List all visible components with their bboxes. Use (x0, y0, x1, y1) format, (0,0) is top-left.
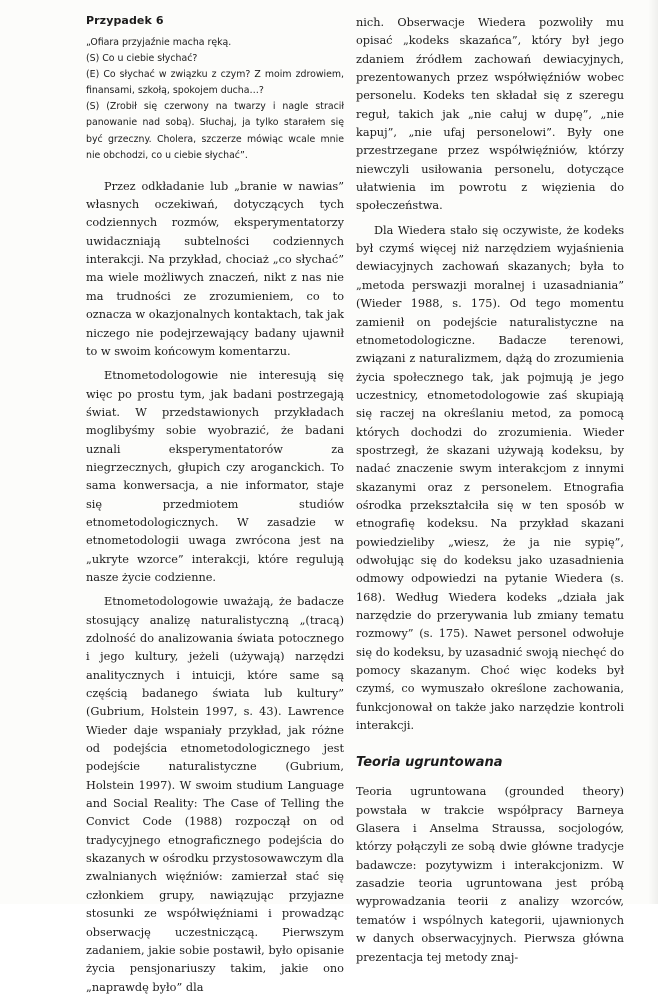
paragraph: Teoria ugruntowana (grounded theory) powstała w trakcie współpracy Barneya Glasera i Anselma Straussa, socjologów, którzy połączyli ze sobą dwie główne tradycje badawcze: pozytywizm i interakcjonizm. W zasadzie teoria ugruntowana jest próbą wyprowadzania teorii z analizy wzorców, tematów i wspólnych kategorii, ujawnionych w danych obserwacyjnych. Pierwsza główna prezentacja tej metody znaj- (356, 785, 624, 964)
page-gutter-shadow (648, 0, 658, 904)
paragraph: Dla Wiedera stało się oczywiste, że kodeks był czymś więcej niż narzędziem wyjaśnienia dewiacyjnych zachowań skazanych; była to „metoda perswazji moralnej i uzasadniania” (Wieder 1988, s. 175). Od tego momentu zamienił on podejście naturalistyczne na etnometodologiczne. Badacze terenowi, związani z naturalizmem, dążą do zrozumienia życia społecznego tak, jak pojmują je jego uczestnicy, etnometodologowie zaś skupiają się raczej na określaniu metod, za pomocą których dochodzi do zrozumienia. Wieder spostrzegł, że skazani używają kodeksu, by nadać znaczenie swym interakcjom z innymi skazanymi oraz z personelem. Etnografia ośrodka przekształciła się w ten sposób w etnografię kodeksu. Na przykład skazani powiedzieliby „wiesz, że ja nie sypię”, odwołując się do kodeksu jako uzasadnienia odmowy odpowiedzi na pytanie Wiedera (s. 168). Według Wiedera kodeks „działa jak narzędzie do przerywania lub zmiany tematu rozmowy” (s. 175). Nawet personel odwołuje się do kodeksu, by uzasadnić swoją niechęć do pomocy skazanym. Choć więc kodeks był czymś, co wymuszało określone zachowania, funkcjonował on także jako narzędzie kontroli interakcji. (356, 223, 624, 733)
case-line: (S) (Zrobił się czerwony na twarzy i nagle stracił panowanie nad sobą). Słuchaj, ja tylko starałem się być grzeczny. Cholera, szczerze mówiąc wcale mnie nie obchodzi, co u ciebie słychać”. (86, 101, 344, 161)
section-body-text (356, 783, 624, 966)
right-body-text (356, 14, 624, 735)
paragraph: Przez odkładanie lub „branie w nawias” własnych oczekiwań, dotyczących tych codziennych rozmów, eksperymentatorzy uwidaczniają subtelności codziennych interakcji. Na przykład, chociaż „co słychać” ma wiele możliwych znaczeń, nikt z nas nie ma trudności ze zrozumieniem, co to oznacza w okazjonalnych kontaktach, tak jak niczego nie podejrzewający badany ujawnił to w swoim końcowym komentarzu. (86, 179, 344, 358)
left-column (86, 14, 344, 997)
section-heading: Teoria ugruntowana (356, 755, 503, 771)
left-body-text (86, 178, 344, 997)
right-column (356, 14, 624, 967)
paragraph: Etnometodologowie nie interesują się więc po prostu tym, jak badani postrzegają świat. W przedstawionych przykładach moglibyśmy sobie wyobrazić, że badani uznali eksperymentatorów za niegrzecznych, głupich czy aroganckich. To sama konwersacja, a nie informator, staje się przedmiotem studiów etnometodologicznych. W zasadzie w etnometodologii uwaga zwrócona jest na „ukryte wzorce” interakcji, które regulują nasze życie codzienne. (86, 369, 344, 584)
case-line: (E) Co słychać w związku z czym? Z moim zdrowiem, finansami, szkołą, spokojem ducha…? (86, 69, 344, 97)
paragraph: Etnometodologowie uważają, że badacze stosujący analizę naturalistyczną „(tracą) zdolność do analizowania świata potocznego i jego kultury, jeżeli (używają) narzędzi analitycznych i intuicji, które same są częścią badanego świata lub kultury” (Gubrium, Holstein 1997, s. 43). Lawrence Wieder daje wspaniały przykład, jak różne od podejścia etnometodologicznego jest podejście naturalistyczne (Gubrium, Holstein 1997). W swoim studium Language and Social Reality: The Case of Telling the Convict Code (1988) rozpoczął on od tradycyjnego etnograficznego podejścia do skazanych w ośrodku przystosowawczym dla zwalnianych więźniów: zamierzał stać się członkiem grupy, nawiązując przyjazne stosunki ze współwięźniami i prowadząc obserwację uczestniczącą. Pierwszym zadaniem, jakie sobie postawił, było opisanie życia pensjonariuszy takim, jakie ono „naprawdę było” dla (86, 595, 344, 994)
case-line: „Ofiara przyjaźnie macha ręką. (86, 37, 232, 48)
case-line: (S) Co u ciebie słychać? (86, 53, 198, 65)
running-head: Przypadek 6 (86, 14, 164, 27)
paragraph: nich. Obserwacje Wiedera pozwoliły mu opisać „kodeks skazańca”, który był jego zdaniem źródłem zachowań dewiacyjnych, prezentowanych przez współwięźniów wobec personelu. Kodeks ten składał się z szeregu reguł, takich jak „nie całuj w dupę”, „nie kapuj”, „nie ufaj personelowi”. Były one przestrzegane przez współwięźniów, którzy niewczyli usiłowania personelu, dotyczące ułatwienia im powrotu z więzienia do społeczeństwa. (356, 16, 624, 213)
case-dialogue (86, 35, 344, 164)
